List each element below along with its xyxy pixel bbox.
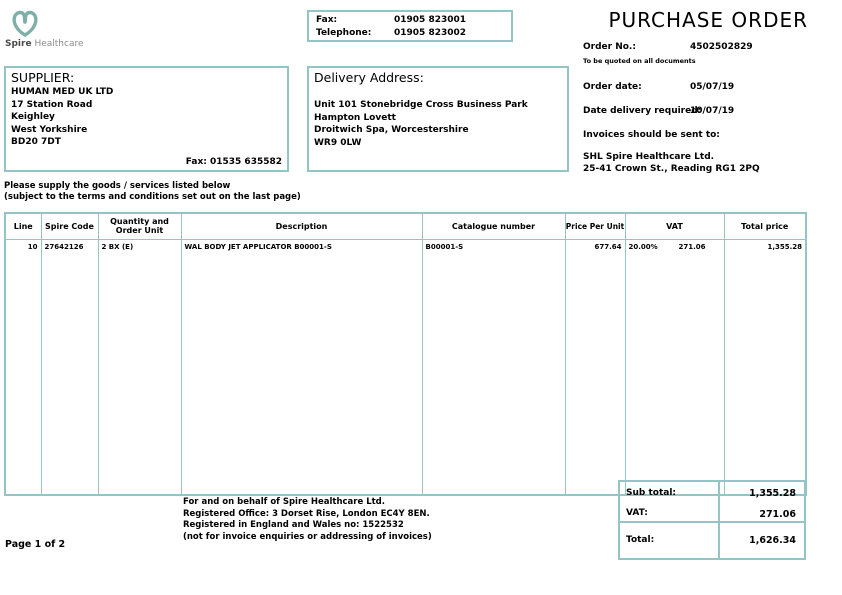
invoices-sent-to-label: Invoices should be sent to: bbox=[583, 130, 720, 140]
totals-grand-total-box bbox=[618, 521, 806, 560]
footer-line: Registered in England and Wales no: 1522532 bbox=[183, 520, 404, 530]
brand-name bbox=[5, 39, 84, 49]
supply-instruction bbox=[4, 181, 301, 203]
col-header-price-per-unit: Price Per Unit bbox=[565, 213, 625, 239]
delivery-required-label: Date delivery required: bbox=[583, 106, 702, 116]
fax-value: 01905 823001 bbox=[394, 15, 467, 25]
spire-logo-heart-icon bbox=[7, 8, 43, 42]
order-no-value: 4502502829 bbox=[690, 42, 753, 52]
fax-label: Fax: bbox=[316, 15, 338, 25]
cell-vat-amount: 271.06 bbox=[678, 242, 706, 251]
supplier-heading: SUPPLIER: bbox=[11, 70, 75, 85]
supplier-address-line: HUMAN MED UK LTD bbox=[11, 87, 114, 97]
supply-instruction-line: (subject to the terms and conditions set out on the last page) bbox=[4, 192, 301, 202]
cell-catalogue-number: B00001-S bbox=[422, 239, 565, 495]
delivery-address-line: Unit 101 Stonebridge Cross Business Park bbox=[314, 100, 528, 110]
invoice-address-line: 25-41 Crown St., Reading RG1 2PQ bbox=[583, 164, 760, 174]
registered-office-block bbox=[183, 497, 432, 543]
subtotal-value: 1,355.28 bbox=[749, 488, 796, 499]
page-title: PURCHASE ORDER bbox=[608, 8, 808, 32]
delivery-required-value: 10/07/19 bbox=[690, 106, 735, 116]
col-header-spire-code: Spire Code bbox=[41, 213, 98, 239]
telephone-row bbox=[316, 27, 504, 40]
cell-description: WAL BODY JET APPLICATOR B00001-S bbox=[181, 239, 422, 495]
page-number: Page 1 of 2 bbox=[5, 539, 66, 550]
supplier-fax: Fax: 01535 635582 bbox=[185, 157, 282, 167]
col-header-total-price: Total price bbox=[724, 213, 806, 239]
brand-name-secondary: Healthcare bbox=[34, 39, 84, 49]
cell-spire-code: 27642126 bbox=[41, 239, 98, 495]
col-header-vat: VAT bbox=[625, 213, 724, 239]
delivery-address-line: WR9 0LW bbox=[314, 137, 362, 148]
delivery-address-box bbox=[307, 66, 569, 172]
table-row bbox=[5, 239, 806, 495]
total-value: 1,626.34 bbox=[749, 535, 796, 546]
cell-line: 10 bbox=[5, 239, 41, 495]
vat-label: VAT: bbox=[626, 508, 648, 518]
supplier-address-line: West Yorkshire bbox=[11, 124, 88, 135]
totals-subtotal-vat-box bbox=[618, 480, 806, 523]
vat-value: 271.06 bbox=[759, 509, 796, 520]
col-header-description: Description bbox=[181, 213, 422, 239]
total-label: Total: bbox=[626, 535, 655, 545]
supplier-box bbox=[4, 66, 289, 172]
col-header-line: Line bbox=[5, 213, 41, 239]
order-date-label: Order date: bbox=[583, 82, 642, 92]
footer-line: Registered Office: 3 Dorset Rise, London EC4Y 8EN. bbox=[183, 508, 430, 519]
cell-total-price: 1,355.28 bbox=[724, 239, 806, 495]
fax-row bbox=[316, 14, 504, 27]
col-header-catalogue-number: Catalogue number bbox=[422, 213, 565, 239]
supplier-address-line: BD20 7DT bbox=[11, 137, 61, 147]
cell-price-per-unit: 677.64 bbox=[565, 239, 625, 495]
delivery-heading: Delivery Address: bbox=[314, 70, 424, 85]
supplier-address-line: Keighley bbox=[11, 112, 55, 122]
subtotal-label: Sub total: bbox=[626, 488, 677, 498]
supply-instruction-line: Please supply the goods / services listed below bbox=[4, 181, 231, 191]
delivery-address-line: Hampton Lovett bbox=[314, 112, 396, 123]
order-date-value: 05/07/19 bbox=[690, 82, 735, 92]
delivery-address-line: Droitwich Spa, Worcestershire bbox=[314, 125, 469, 135]
items-table bbox=[4, 212, 807, 496]
telephone-value: 01905 823002 bbox=[394, 28, 467, 38]
order-no-note: To be quoted on all documents bbox=[583, 57, 696, 65]
footer-line: (not for invoice enquiries or addressing of invoices) bbox=[183, 531, 432, 542]
order-no-label: Order No.: bbox=[583, 42, 636, 52]
footer-line: For and on behalf of Spire Healthcare Ltd. bbox=[183, 497, 385, 507]
col-header-quantity: Quantity and Order Unit bbox=[98, 213, 181, 239]
cell-vat bbox=[625, 239, 724, 495]
invoice-address-line: SHL Spire Healthcare Ltd. bbox=[583, 152, 715, 162]
cell-quantity: 2 BX (E) bbox=[98, 239, 181, 495]
cell-vat-rate: 20.00% bbox=[628, 242, 658, 251]
brand-name-primary: Spire bbox=[5, 39, 32, 49]
table-header-row bbox=[5, 213, 806, 239]
telephone-label: Telephone: bbox=[316, 28, 372, 38]
supplier-address-line: 17 Station Road bbox=[11, 99, 93, 110]
contact-box bbox=[307, 10, 513, 42]
